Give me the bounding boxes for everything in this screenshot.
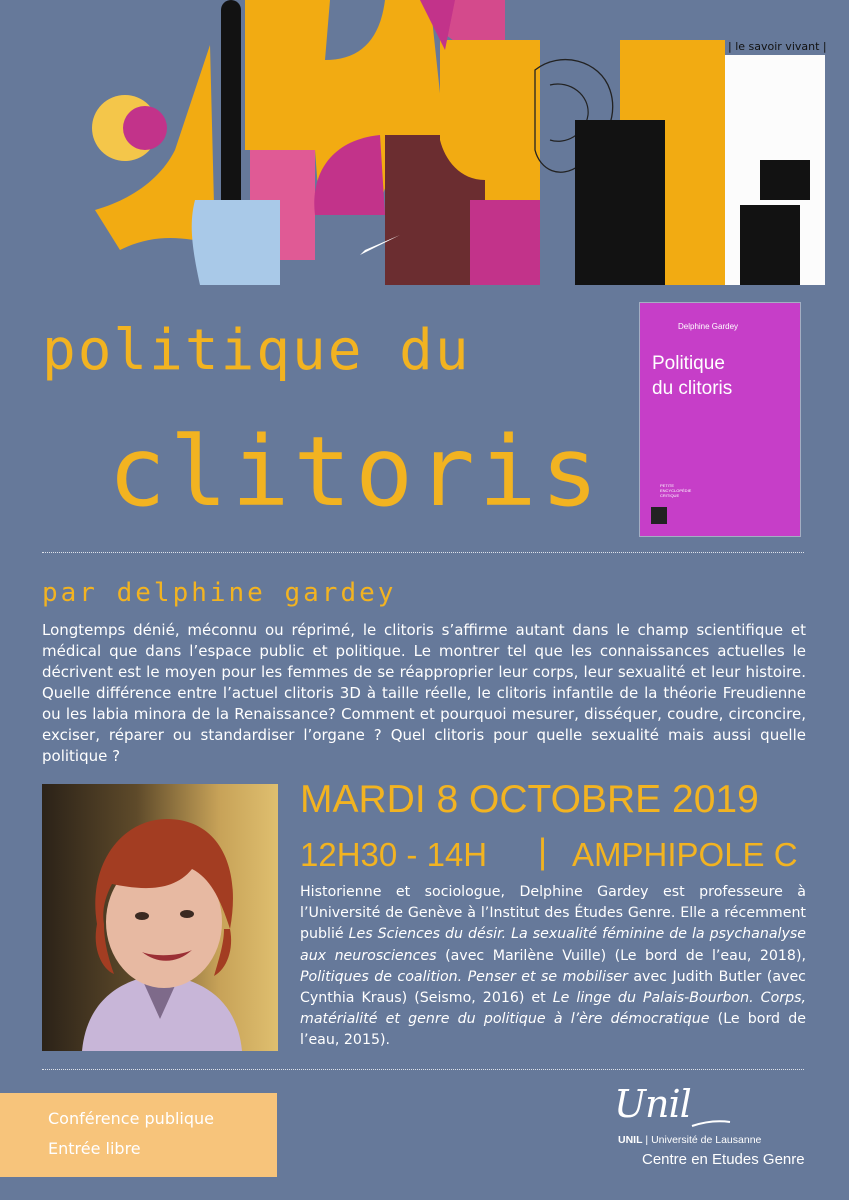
footer-divider xyxy=(42,1069,804,1070)
header-artwork xyxy=(0,0,849,285)
bio-book-3: Le linge du Palais-Bourbon. Corps, matérialité et genre du politique à l’ère démocratique xyxy=(300,990,806,1028)
bio-text-1: Historienne et sociologue, Delphine Gardey est professeure à l’Université de Genève à l’Institut des Études Genre. Elle a récemment publié xyxy=(300,884,806,943)
badge-line-free-entry: Entrée libre xyxy=(48,1139,141,1158)
event-time: 12H30 - 14H xyxy=(300,836,488,873)
bio-book-1: Les Sciences du désir. La sexualité féminine de la psychanalyse aux neurosciences xyxy=(300,926,806,964)
bio-text-4: (Le bord de l’eau, 2015). xyxy=(300,1011,806,1049)
unil-logo-swash-icon xyxy=(612,1086,732,1136)
event-separator: | xyxy=(538,832,548,871)
book-collection-line-2: ENCYCLOPÉDIE xyxy=(660,488,692,493)
book-author: Delphine Gardey xyxy=(678,322,739,331)
badge-line-conference: Conférence publique xyxy=(48,1109,214,1128)
unil-institution-line xyxy=(618,1134,761,1146)
speaker-bio xyxy=(300,882,806,1052)
event-venue: AMPHIPOLE C xyxy=(572,836,798,873)
byline: par delphine gardey xyxy=(42,578,397,608)
tagline: | le savoir vivant | xyxy=(728,40,827,53)
publisher-logo-icon xyxy=(651,507,667,524)
book-collection-line-1: PETITE xyxy=(660,483,675,488)
bio-text-3: avec Judith Butler (avec Cynthia Kraus) (Seismo, 2016) et xyxy=(300,968,806,1007)
title-line-1: politique du xyxy=(42,318,471,383)
book-collection xyxy=(660,483,691,498)
unil-short-name: UNIL xyxy=(618,1134,643,1146)
admission-badge xyxy=(0,1093,277,1177)
book-title xyxy=(652,351,732,401)
event-date: MARDI 8 OCTOBRE 2019 xyxy=(300,778,759,821)
section-divider xyxy=(42,552,804,553)
speaker-portrait-illustration xyxy=(42,784,278,1051)
book-collection-line-3: CRITIQUE xyxy=(660,493,680,498)
speaker-photo xyxy=(42,784,278,1051)
title-line-2: clitoris xyxy=(108,416,603,528)
bio-text-2: (avec Marilène Vuille) (Le bord de l’eau, 2018), xyxy=(436,947,806,964)
unil-separator: | xyxy=(642,1134,652,1146)
centre-name: Centre en Etudes Genre xyxy=(642,1151,805,1168)
unil-logo-wordmark: Unil xyxy=(614,1082,691,1126)
unil-full-name: Université de Lausanne xyxy=(651,1134,762,1146)
book-title-line-1: Politique xyxy=(652,353,725,374)
book-cover xyxy=(640,303,800,536)
book-title-line-2: du clitoris xyxy=(652,378,733,399)
bio-book-2: Politiques de coalition. Penser et se mobiliser xyxy=(300,968,628,985)
abstract-text: Longtemps dénié, méconnu ou réprimé, le clitoris s’affirme autant dans le champ scientifique et médical que dans l’espace public et politique. Le montrer tel que les connaissances actuelles le décrivent est le moyen pour les femmes de se réapproprier leur corps, leur sexualité et leur histoire. Quelle différence entre l’actuel clitoris 3D à taille réelle, le clitoris infantile de la théorie Freudienne ou les labia minora de la Renaissance? Comment et pourquoi mesurer, disséquer, coudre, circoncire, exciser, réparer ou standardiser l’organe ? Quel clitoris pour quelle sexualité mais aussi quelle politique ? xyxy=(42,621,806,765)
